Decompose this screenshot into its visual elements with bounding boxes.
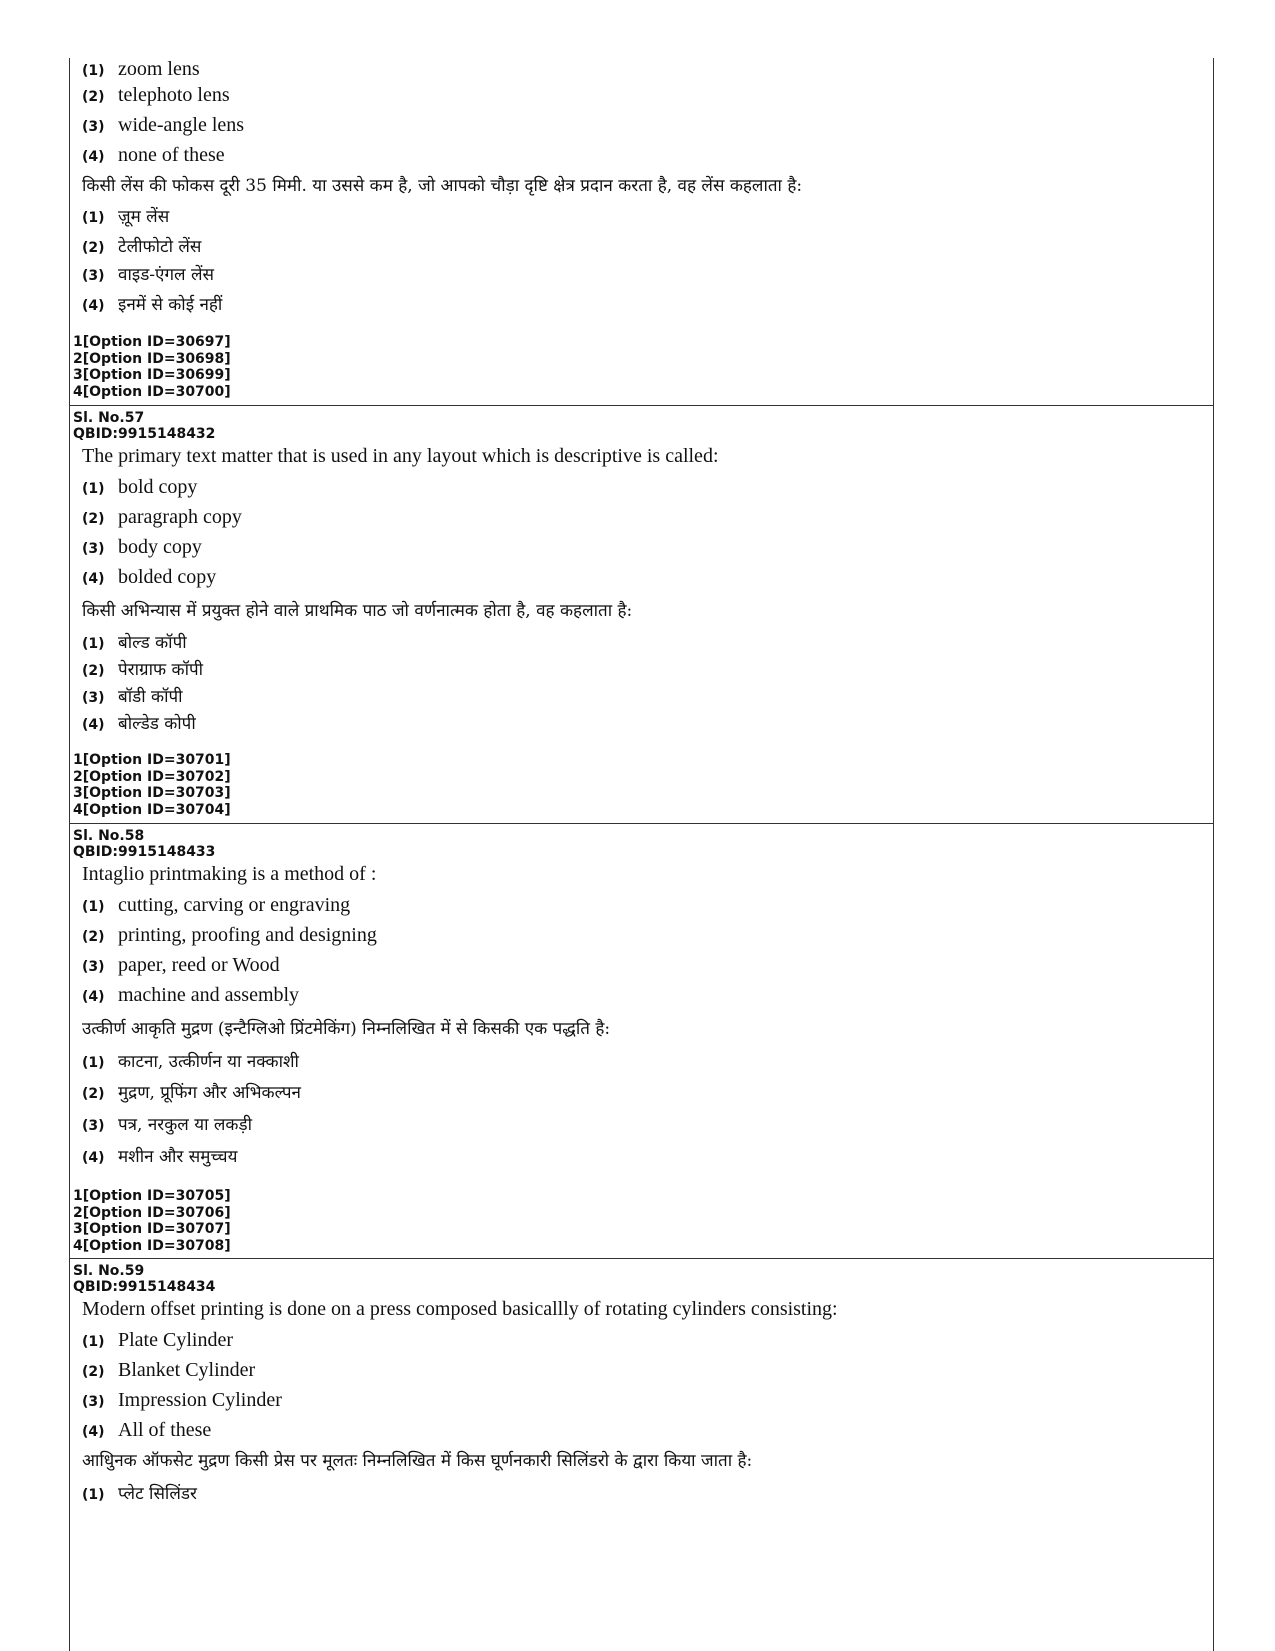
qbid: QBID:9915148433: [73, 844, 216, 860]
option-3-hi: [82, 262, 214, 285]
question-text-hindi: किसी अभिन्यास में प्रयुक्त होने वाले प्राथमिक पाठ जो वर्णनात्मक होता है, वह कहलाता है:: [82, 601, 633, 621]
option-number: (1): [82, 636, 105, 652]
option-number: (1): [82, 481, 105, 497]
option-id: 3[Option ID=30699]: [73, 367, 231, 383]
option-number: (1): [82, 1055, 105, 1071]
option-id: 2[Option ID=30706]: [73, 1204, 231, 1221]
option-number: (2): [82, 89, 105, 105]
option-text: telephoto lens: [118, 84, 230, 106]
option-3-hi: [82, 684, 183, 707]
option-text: Blanket Cylinder: [118, 1359, 256, 1381]
option-4-en: [82, 1419, 211, 1442]
option-id: 4[Option ID=30700]: [73, 383, 231, 400]
option-text: इनमें से कोई नहीं: [118, 295, 223, 315]
option-4-en: [82, 144, 225, 167]
option-text: printing, proofing and designing: [118, 924, 377, 946]
option-number: (3): [82, 690, 105, 706]
option-number: (3): [82, 541, 105, 557]
option-text: body copy: [118, 536, 202, 558]
option-number: (1): [82, 899, 105, 915]
option-id: 2[Option ID=30702]: [73, 768, 231, 785]
option-1-en: [82, 476, 197, 499]
option-2-hi: [82, 657, 203, 680]
option-id: 2[Option ID=30698]: [73, 350, 231, 367]
option-number: (4): [82, 149, 105, 165]
option-3-en: [82, 954, 280, 977]
question-59: [70, 1258, 1213, 1651]
question-text-hindi: किसी लेंस की फोकस दूरी 35 मिमी. या उससे कम है, जो आपको चौड़ा दृष्टि क्षेत्र प्रदान करता है, वह लेंस कहलाता है:: [82, 176, 803, 196]
option-text: बोल्ड कॉपी: [118, 633, 187, 653]
option-id: 3[Option ID=30703]: [73, 785, 231, 801]
question-text-hindi: आधुिनक ऑफसेट मुद्रण किसी प्रेस पर मूलतः निम्नलिखित में किस घूर्णनकारी सिलिंडरो के द्वारा किया जाता है:: [82, 1451, 753, 1471]
option-number: (1): [82, 1334, 105, 1350]
option-text: ज़ूम लेंस: [118, 207, 170, 227]
option-id: 4[Option ID=30704]: [73, 801, 231, 818]
option-text: Impression Cylinder: [118, 1389, 282, 1411]
option-number: (2): [82, 1086, 105, 1102]
question-58: [70, 823, 1213, 1258]
option-id: 4[Option ID=30708]: [73, 1237, 231, 1254]
option-3-en: [82, 1389, 282, 1412]
option-number: (3): [82, 959, 105, 975]
option-number: (1): [82, 63, 105, 79]
question-56-continued: [70, 58, 1213, 405]
option-text: bold copy: [118, 476, 198, 498]
option-number: (1): [82, 210, 105, 226]
option-1-en: [82, 894, 350, 917]
question-57: [70, 405, 1213, 823]
option-text: paragraph copy: [118, 506, 242, 528]
serial-number: Sl. No.59: [73, 1263, 145, 1279]
option-number: (2): [82, 1364, 105, 1380]
option-2-hi: [82, 234, 201, 257]
option-id: 1[Option ID=30705]: [73, 1188, 231, 1204]
option-text: bolded copy: [118, 566, 217, 588]
option-1-en: [82, 1329, 233, 1352]
option-number: (4): [82, 717, 105, 733]
option-number: (4): [82, 571, 105, 587]
option-4-hi: [82, 1144, 237, 1167]
option-number: (2): [82, 663, 105, 679]
option-ids: [73, 1188, 231, 1254]
qbid: QBID:9915148434: [73, 1279, 216, 1295]
option-text: cutting, carving or engraving: [118, 894, 351, 916]
option-2-hi: [82, 1080, 301, 1103]
option-1-hi: [82, 204, 169, 227]
question-text-hindi: उत्कीर्ण आकृति मुद्रण (इन्टैग्लिओ प्रिंटमेकिंग) निम्नलिखित में से किसकी एक पद्धति है:: [82, 1019, 611, 1039]
option-4-hi: [82, 292, 222, 315]
option-text: बोल्डेड कोपी: [118, 714, 196, 734]
option-text: none of these: [118, 144, 225, 166]
option-text: काटना, उत्कीर्णन या नक्काशी: [118, 1052, 299, 1072]
option-text: paper, reed or Wood: [118, 954, 280, 976]
option-text: wide-angle lens: [118, 114, 245, 136]
serial-number: Sl. No.58: [73, 828, 145, 844]
option-text: मुद्रण, प्रूफिंग और अभिकल्पन: [118, 1083, 301, 1103]
option-number: (3): [82, 1394, 105, 1410]
option-2-en: [82, 84, 230, 107]
option-2-en: [82, 506, 242, 529]
option-text: मशीन और समुच्चय: [118, 1147, 238, 1167]
option-number: (2): [82, 240, 105, 256]
question-paper-page: [69, 58, 1214, 1651]
option-number: (3): [82, 1118, 105, 1134]
option-2-en: [82, 1359, 255, 1382]
option-4-en: [82, 984, 299, 1007]
option-ids: [73, 334, 231, 400]
option-4-en: [82, 566, 216, 589]
option-3-en: [82, 536, 202, 559]
option-1-en: [82, 58, 200, 81]
option-text: पेराग्राफ कॉपी: [118, 660, 204, 680]
option-text: पत्र, नरकुल या लकड़ी: [118, 1115, 252, 1135]
option-number: (4): [82, 1424, 105, 1440]
option-ids: [73, 752, 231, 818]
option-number: (3): [82, 119, 105, 135]
option-text: zoom lens: [118, 58, 200, 80]
option-id: 1[Option ID=30701]: [73, 752, 231, 768]
option-3-en: [82, 114, 244, 137]
option-number: (4): [82, 298, 105, 314]
option-number: (3): [82, 268, 105, 284]
option-number: (4): [82, 989, 105, 1005]
option-number: (2): [82, 511, 105, 527]
question-text-english: Intaglio printmaking is a method of :: [82, 863, 377, 885]
option-1-hi: [82, 630, 187, 653]
option-text: बॉडी कॉपी: [118, 687, 183, 707]
option-id: 1[Option ID=30697]: [73, 334, 231, 350]
option-3-hi: [82, 1112, 252, 1135]
option-number: (1): [82, 1487, 105, 1503]
serial-number: Sl. No.57: [73, 410, 145, 426]
option-text: All of these: [118, 1419, 212, 1441]
option-id: 3[Option ID=30707]: [73, 1221, 231, 1237]
option-1-hi: [82, 1481, 197, 1504]
option-text: Plate Cylinder: [118, 1329, 233, 1351]
option-number: (2): [82, 929, 105, 945]
question-text-english: Modern offset printing is done on a press composed basicallly of rotating cylinders consisting:: [82, 1298, 838, 1320]
option-text: machine and assembly: [118, 984, 300, 1006]
option-text: प्लेट सिलिंडर: [118, 1484, 197, 1504]
qbid: QBID:9915148432: [73, 426, 216, 442]
option-number: (4): [82, 1150, 105, 1166]
option-1-hi: [82, 1049, 299, 1072]
option-text: टेलीफोटो लेंस: [118, 237, 202, 257]
option-4-hi: [82, 711, 196, 734]
option-2-en: [82, 924, 377, 947]
option-text: वाइड-एंगल लेंस: [118, 265, 214, 285]
question-text-english: The primary text matter that is used in any layout which is descriptive is called:: [82, 445, 719, 467]
